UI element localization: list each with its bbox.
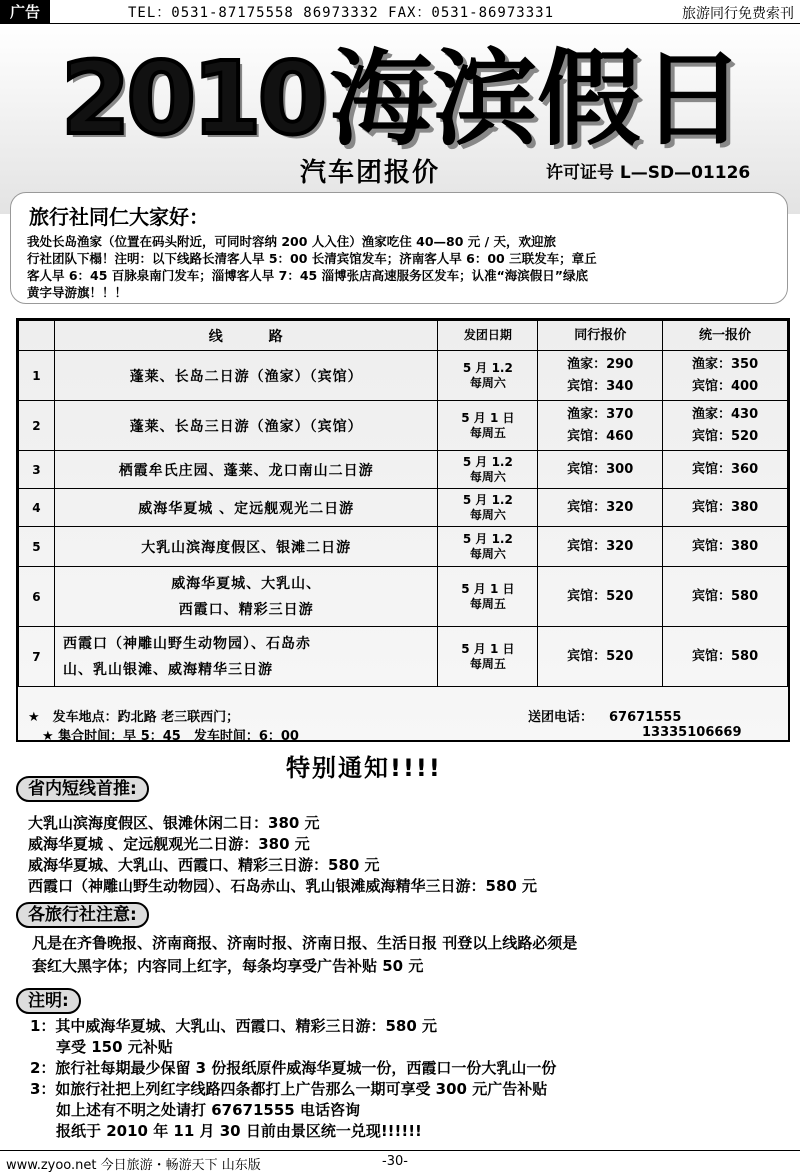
peer-price: 宾馆：520 bbox=[538, 567, 663, 627]
depart-date: 5 月 1.2 每周六 bbox=[438, 489, 538, 527]
ad-tag: 广告 bbox=[0, 0, 50, 24]
table-row bbox=[19, 627, 788, 687]
notice-title: 特别通知!!!! bbox=[286, 754, 442, 782]
send-phone: 送团电话： 67671555 bbox=[528, 710, 682, 725]
bottom-bar bbox=[0, 1150, 800, 1172]
recommend-label: 省内短线首推: bbox=[16, 776, 149, 802]
unified-price: 宾馆：380 bbox=[663, 527, 788, 567]
unified-price: 渔家：430 宾馆：520 bbox=[663, 401, 788, 451]
header-date: 发团日期 bbox=[438, 321, 538, 351]
peer-price: 渔家：370 宾馆：460 bbox=[538, 401, 663, 451]
greeting-box bbox=[10, 192, 788, 304]
price-table bbox=[16, 318, 790, 742]
table-row bbox=[19, 451, 788, 489]
contact-info: TEL：0531-87175558 86973332 FAX：0531-86973331 bbox=[128, 5, 555, 21]
subtitle: 汽车团报价 bbox=[300, 158, 441, 188]
peer-price: 渔家：290 宾馆：340 bbox=[538, 351, 663, 401]
route-name: 威海华夏城 、定远舰观光二日游 bbox=[54, 489, 437, 527]
route-name: 蓬莱、长岛三日游（渔家）（宾馆） bbox=[54, 401, 437, 451]
list-item: 享受 150 元补贴 bbox=[56, 1038, 173, 1056]
greeting-body bbox=[27, 233, 777, 301]
route-name: 栖霞牟氏庄园、蓬莱、龙口南山二日游 bbox=[54, 451, 437, 489]
list-item: 如上述有不明之处请打 67671555 电话咨询 bbox=[56, 1101, 360, 1119]
peer-price: 宾馆：320 bbox=[538, 489, 663, 527]
license-number: 许可证号 L—SD—01126 bbox=[546, 163, 751, 183]
table-row bbox=[19, 567, 788, 627]
departure-info bbox=[18, 704, 788, 744]
top-bar bbox=[0, 0, 800, 24]
greeting-line: 黄字导游旗！！！ bbox=[27, 285, 128, 300]
route-name: 西霞口（神雕山野生动物园）、石岛赤 山、乳山银滩、威海精华三日游 bbox=[54, 627, 437, 687]
table-row bbox=[19, 401, 788, 451]
title-text: 海滨假日 bbox=[329, 38, 746, 160]
greeting-title: 旅行社同仁大家好： bbox=[29, 205, 209, 229]
row-number: 7 bbox=[19, 627, 55, 687]
list-item: 3：如旅行社把上列红字线路四条都打上广告那么一期可享受 300 元广告补贴 bbox=[30, 1080, 548, 1098]
header-peer-price: 同行报价 bbox=[538, 321, 663, 351]
depart-date: 5 月 1 日 每周五 bbox=[438, 401, 538, 451]
list-item: 西霞口（神雕山野生动物园）、石岛赤山、乳山银滩威海精华三日游：580 元 bbox=[28, 877, 538, 895]
greeting-line: 我处长岛渔家（位置在码头附近，可同时容纳 200 人入住）渔家吃住 40—80 元 / 天，欢迎旅 bbox=[27, 234, 557, 249]
depart-date: 5 月 1.2 每周六 bbox=[438, 351, 538, 401]
table-row bbox=[19, 351, 788, 401]
attention-label: 各旅行社注意: bbox=[16, 902, 149, 928]
title-year: 2010 bbox=[60, 40, 324, 157]
banner bbox=[0, 24, 800, 214]
row-number: 1 bbox=[19, 351, 55, 401]
depart-date: 5 月 1.2 每周六 bbox=[438, 527, 538, 567]
main-title bbox=[18, 34, 788, 164]
unified-price: 宾馆：580 bbox=[663, 627, 788, 687]
peer-price: 宾馆：320 bbox=[538, 527, 663, 567]
list-item: 威海华夏城 、定远舰观光二日游：380 元 bbox=[28, 835, 310, 853]
list-item: 套红大黑字体；内容同上红字，每条均享受广告补贴 50 元 bbox=[32, 957, 424, 975]
note-label: 注明: bbox=[16, 988, 81, 1014]
unified-price: 宾馆：580 bbox=[663, 567, 788, 627]
unified-price: 宾馆：380 bbox=[663, 489, 788, 527]
gather-time: ★ 集合时间：早 5：45 发车时间：6：00 bbox=[42, 729, 299, 744]
unified-price: 宾馆：360 bbox=[663, 451, 788, 489]
greeting-line: 客人早 6：45 百脉泉南门发车；淄博客人早 7：45 淄博张店高速服务区发车；认准“海滨假日”绿底 bbox=[27, 268, 589, 283]
row-number: 4 bbox=[19, 489, 55, 527]
row-number: 6 bbox=[19, 567, 55, 627]
unified-price: 渔家：350 宾馆：400 bbox=[663, 351, 788, 401]
publication-slogan: 旅游同行免费索刊 bbox=[682, 6, 794, 22]
list-item: 2：旅行社每期最少保留 3 份报纸原件威海华夏城一份，西霞口一份大乳山一份 bbox=[30, 1059, 557, 1077]
list-item: 报纸于 2010 年 11 月 30 日前由景区统一兑现!!!!!! bbox=[56, 1122, 422, 1140]
table-header-row bbox=[19, 321, 788, 351]
list-item: 大乳山滨海度假区、银滩休闲二日：380 元 bbox=[28, 814, 320, 832]
depart-date: 5 月 1 日 每周五 bbox=[438, 627, 538, 687]
list-item: 凡是在齐鲁晚报、济南商报、济南时报、济南日报、生活日报 刊登以上线路必须是 bbox=[32, 934, 578, 952]
recommend-list bbox=[28, 813, 537, 897]
attention-text bbox=[32, 932, 577, 978]
header-unified-price: 统一报价 bbox=[663, 321, 788, 351]
send-phone-mobile: 13335106669 bbox=[642, 725, 742, 740]
greeting-line: 行社团队下榻！注明：以下线路长清客人早 5：00 长清宾馆发车；济南客人早 6：00 三联发车；章丘 bbox=[27, 251, 597, 266]
table-row bbox=[19, 489, 788, 527]
table-row bbox=[19, 527, 788, 567]
depart-date: 5 月 1 日 每周五 bbox=[438, 567, 538, 627]
route-name: 大乳山滨海度假区、银滩二日游 bbox=[54, 527, 437, 567]
list-item: 威海华夏城、大乳山、西霞口、精彩三日游：580 元 bbox=[28, 856, 380, 874]
peer-price: 宾馆：300 bbox=[538, 451, 663, 489]
row-number: 3 bbox=[19, 451, 55, 489]
departure-place: ★ 发车地点：趵北路 老三联西门； bbox=[28, 710, 240, 725]
note-list bbox=[30, 1016, 556, 1142]
row-number: 2 bbox=[19, 401, 55, 451]
header-route: 线 路 bbox=[54, 321, 437, 351]
site-footer: www.zyoo.net 今日旅游・畅游天下 山东版 bbox=[6, 1158, 261, 1172]
page-number: -30- bbox=[382, 1154, 408, 1169]
row-number: 5 bbox=[19, 527, 55, 567]
route-name: 蓬莱、长岛二日游（渔家）（宾馆） bbox=[54, 351, 437, 401]
depart-date: 5 月 1.2 每周六 bbox=[438, 451, 538, 489]
peer-price: 宾馆：520 bbox=[538, 627, 663, 687]
list-item: 1：其中威海华夏城、大乳山、西霞口、精彩三日游：580 元 bbox=[30, 1017, 437, 1035]
route-name: 威海华夏城、大乳山、 西霞口、精彩三日游 bbox=[54, 567, 437, 627]
